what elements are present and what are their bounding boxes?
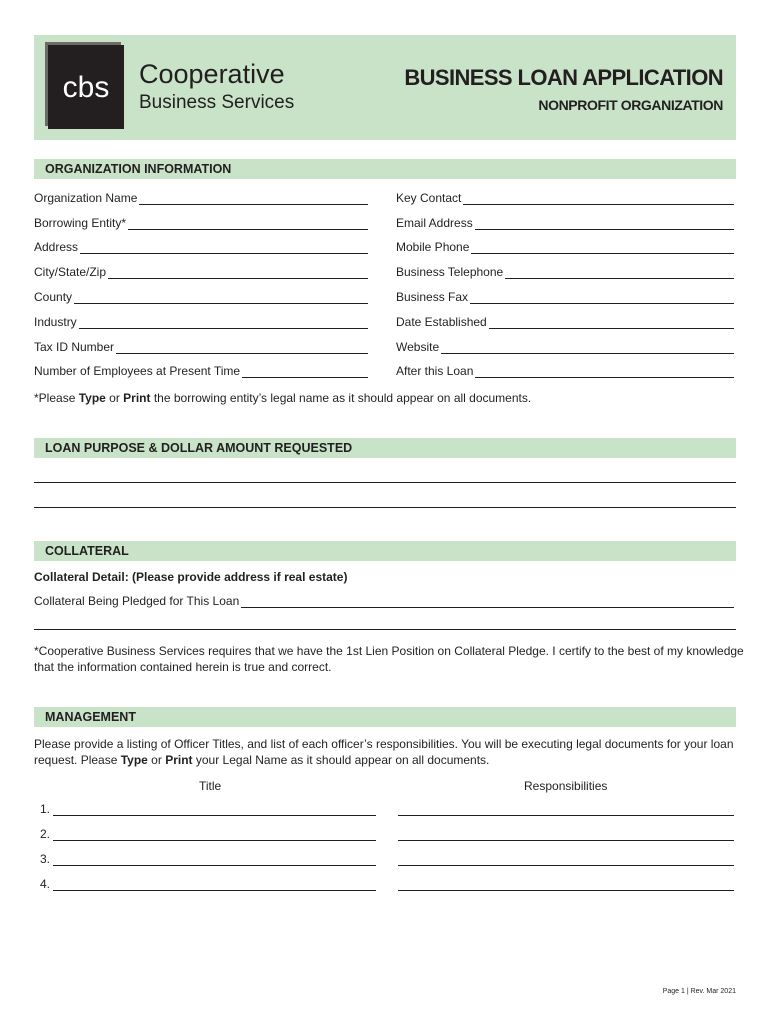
officer-responsibilities-row-1[interactable] [398, 800, 734, 816]
field-label: Collateral Being Pledged for This Loan [34, 594, 240, 608]
officer-title-row-3[interactable] [34, 850, 376, 866]
business-fax-field[interactable] [396, 288, 734, 304]
officer-title-row-4[interactable] [34, 875, 376, 891]
email-address-field[interactable] [396, 214, 734, 230]
field-label: Email Address [396, 216, 473, 230]
address-field[interactable] [34, 238, 368, 254]
input-line[interactable] [108, 267, 368, 279]
management-intro: Please provide a listing of Officer Titles, and list of each officer’s responsibilities. You will be executing legal documents for your loan request. Please Type or Print your Legal Name as it should appear on all documents. [34, 737, 734, 767]
row-number: 2. [39, 827, 50, 841]
field-label: Borrowing Entity* [34, 216, 127, 230]
document-subtitle: NONPROFIT ORGANIZATION [538, 97, 723, 113]
title-column-header: Title [199, 779, 222, 793]
row-number: 4. [39, 877, 50, 891]
field-label: Tax ID Number [34, 340, 115, 354]
input-line[interactable] [241, 596, 734, 608]
row-number: 3. [39, 852, 50, 866]
input-line[interactable] [116, 342, 368, 354]
section-organization-information [34, 159, 736, 179]
officer-title-row-1[interactable] [34, 800, 376, 816]
field-label: County [34, 290, 73, 304]
input-line[interactable] [441, 342, 734, 354]
field-label: Mobile Phone [396, 240, 470, 254]
input-line[interactable] [398, 829, 734, 841]
header-banner [34, 35, 736, 140]
input-line[interactable] [242, 366, 368, 378]
field-label: City/State/Zip [34, 265, 107, 279]
website-field[interactable] [396, 338, 734, 354]
field-label: Website [396, 340, 440, 354]
loan-purpose-line-2[interactable] [34, 507, 736, 508]
org-name-line2: Business Services [139, 92, 295, 113]
collateral-line-2[interactable] [34, 629, 736, 630]
mobile-phone-field[interactable] [396, 238, 734, 254]
industry-field[interactable] [34, 313, 368, 329]
officer-responsibilities-row-4[interactable] [398, 875, 734, 891]
city-state-zip-field[interactable] [34, 263, 368, 279]
loan-purpose-line-1[interactable] [34, 482, 736, 483]
field-label: Business Telephone [396, 265, 504, 279]
employees-after-loan-field[interactable] [396, 362, 734, 378]
field-label: Address [34, 240, 79, 254]
input-line[interactable] [53, 879, 376, 891]
borrowing-entity-note: *Please Type or Print the borrowing entity’s legal name as it should appear on all documents. [34, 391, 532, 405]
employees-present-field[interactable] [34, 362, 368, 378]
section-title: ORGANIZATION INFORMATION [45, 162, 232, 176]
input-line[interactable] [80, 242, 368, 254]
key-contact-field[interactable] [396, 189, 734, 205]
input-line[interactable] [505, 267, 734, 279]
officer-responsibilities-row-2[interactable] [398, 825, 734, 841]
organization-name-field[interactable] [34, 189, 368, 205]
field-label: Number of Employees at Present Time [34, 364, 241, 378]
page-footer: Page 1 | Rev. Mar 2021 [662, 988, 736, 995]
input-line[interactable] [475, 366, 734, 378]
section-collateral [34, 541, 736, 561]
org-name-line1: Cooperative [139, 59, 285, 89]
field-label: After this Loan [396, 364, 474, 378]
input-line[interactable] [398, 804, 734, 816]
input-line[interactable] [53, 854, 376, 866]
field-label: Business Fax [396, 290, 469, 304]
input-line[interactable] [139, 193, 368, 205]
input-line[interactable] [79, 317, 368, 329]
input-line[interactable] [53, 829, 376, 841]
input-line[interactable] [398, 879, 734, 891]
field-label: Key Contact [396, 191, 462, 205]
input-line[interactable] [475, 218, 734, 230]
field-label: Organization Name [34, 191, 138, 205]
input-line[interactable] [463, 193, 734, 205]
collateral-detail-label: Collateral Detail: (Please provide address if real estate) [34, 570, 348, 584]
field-label: Industry [34, 315, 77, 329]
section-title: COLLATERAL [45, 544, 129, 558]
date-established-field[interactable] [396, 313, 734, 329]
row-number: 1. [39, 802, 50, 816]
county-field[interactable] [34, 288, 368, 304]
collateral-certification: *Cooperative Business Services requires that we have the 1st Lien Position on Collateral Pledge. I certify to the best of my knowledge that the information contained herein is true and correct. [34, 644, 744, 674]
input-line[interactable] [53, 804, 376, 816]
section-loan-purpose [34, 438, 736, 458]
officer-title-row-2[interactable] [34, 825, 376, 841]
input-line[interactable] [471, 242, 734, 254]
document-title: BUSINESS LOAN APPLICATION [404, 65, 723, 90]
cbs-logo [48, 45, 124, 129]
input-line[interactable] [489, 317, 734, 329]
business-telephone-field[interactable] [396, 263, 734, 279]
input-line[interactable] [398, 854, 734, 866]
officer-responsibilities-row-3[interactable] [398, 850, 734, 866]
field-label: Date Established [396, 315, 487, 329]
input-line[interactable] [470, 292, 734, 304]
section-title: MANAGEMENT [45, 710, 136, 724]
section-title: LOAN PURPOSE & DOLLAR AMOUNT REQUESTED [45, 441, 353, 455]
borrowing-entity-field[interactable] [34, 214, 368, 230]
collateral-pledged-field[interactable] [34, 592, 734, 608]
tax-id-field[interactable] [34, 338, 368, 354]
section-management [34, 707, 736, 727]
logo-text: cbs [62, 71, 110, 104]
input-line[interactable] [74, 292, 368, 304]
input-line[interactable] [128, 218, 368, 230]
responsibilities-column-header: Responsibilities [524, 779, 608, 793]
